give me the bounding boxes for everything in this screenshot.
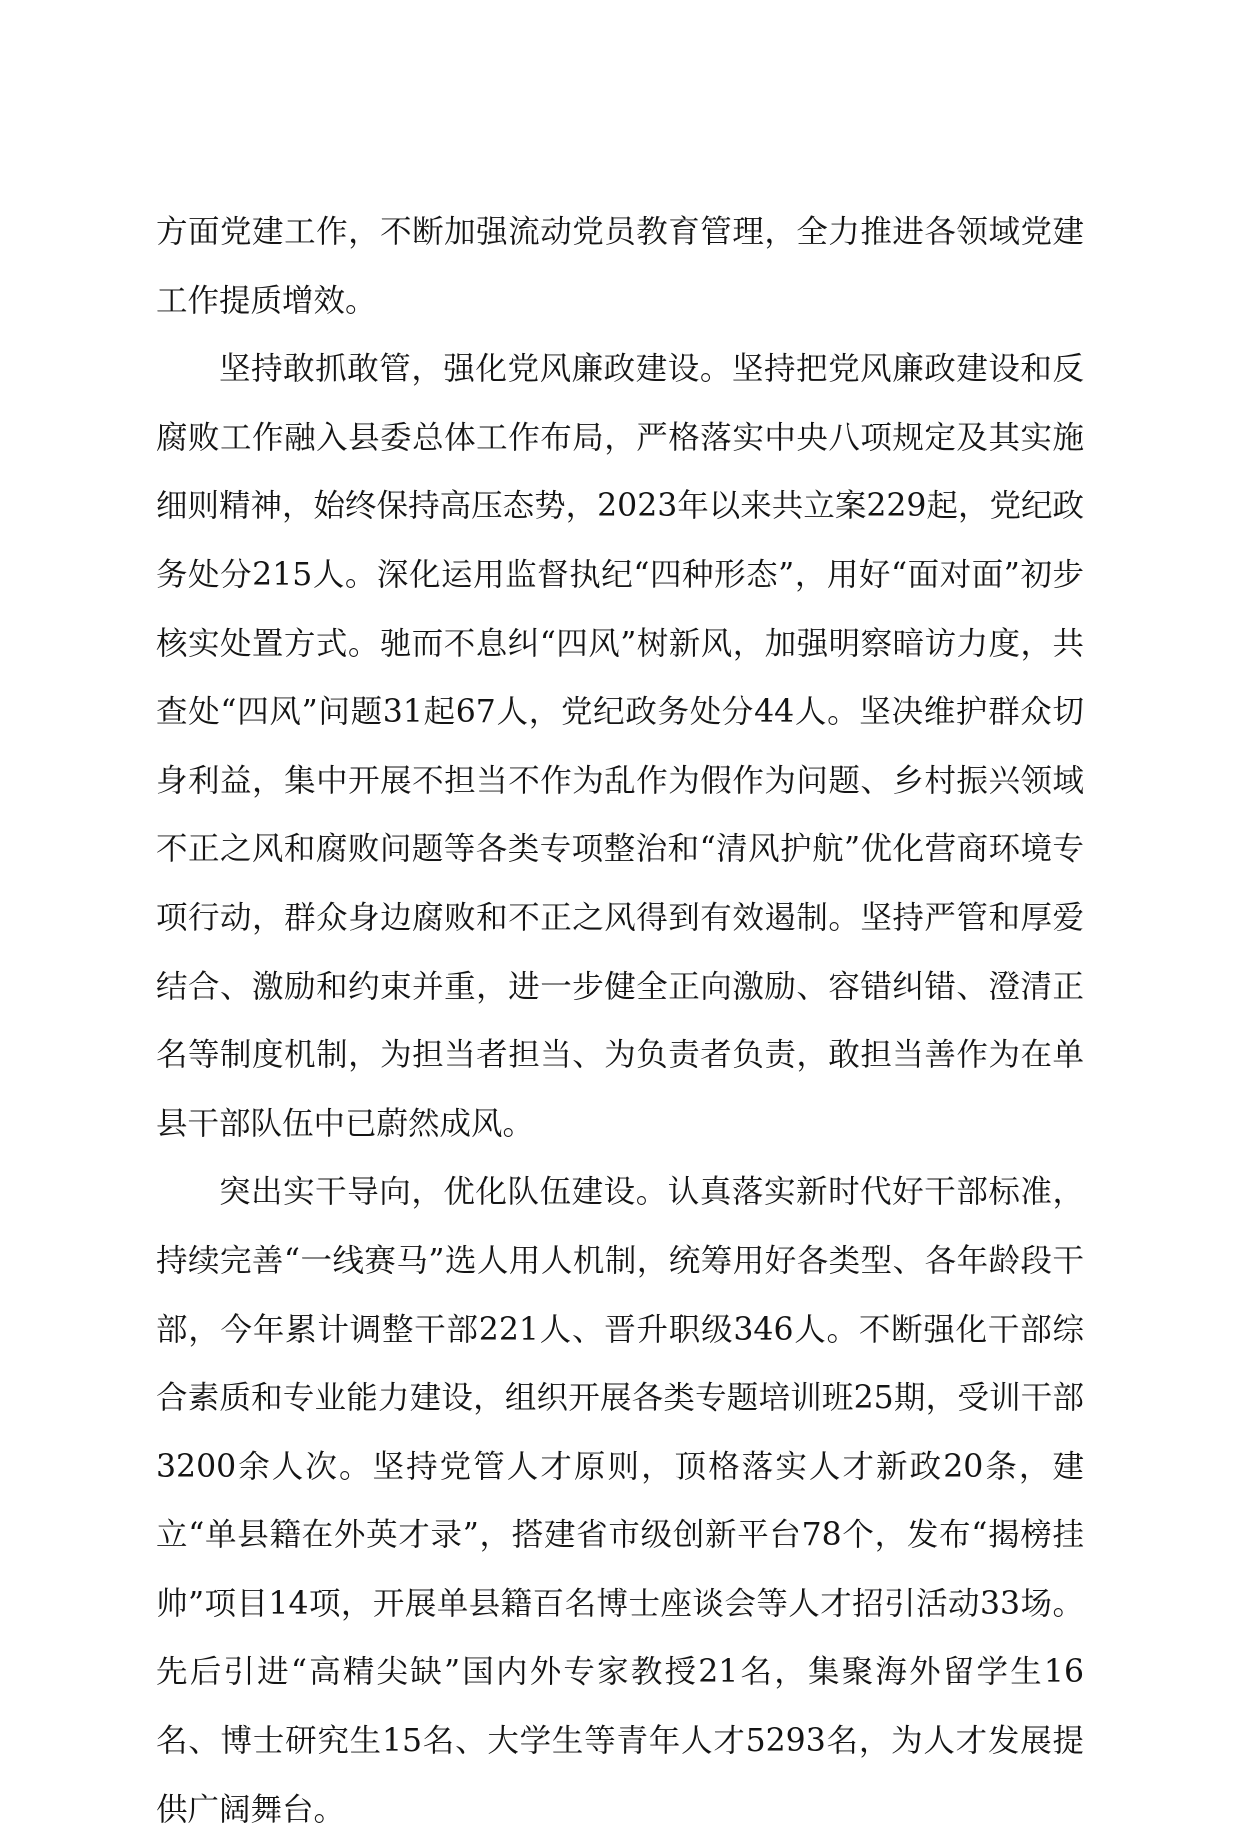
paragraph-party-conduct: 坚持敢抓敢管，强化党风廉政建设。坚持把党风廉政建设和反腐败工作融入县委总体工作布局，严格落实中央八项规定及其实施细则精神，始终保持高压态势，2023年以来共立案229起，党纪政务处分215人。深化运用监督执纪“四种形态”，用好“面对面”初步核实处置方式。驰而不息纠“四风”树新风，加强明察暗访力度，共查处“四风”问题31起67人，党纪政务处分44人。坚决维护群众切身利益，集中开展不担当不作为乱作为假作为问题、乡村振兴领域不正之风和腐败问题等各类专项整治和“清风护航”优化营商环境专项行动，群众身边腐败和不正之风得到有效遏制。坚持严管和厚爱结合、激励和约束并重，进一步健全正向激励、容错纠错、澄清正名等制度机制，为担当者担当、为负责者负责，敢担当善作为在单县干部队伍中已蔚然成风。	[156, 351, 1084, 1142]
document-body	[156, 198, 1084, 1844]
paragraph-cadre-team: 突出实干导向，优化队伍建设。认真落实新时代好干部标准，持续完善“一线赛马”选人用人机制，统筹用好各类型、各年龄段干部，今年累计调整干部221人、晋升职级346人。不断强化干部综合素质和专业能力建设，组织开展各类专题培训班25期，受训干部3200余人次。坚持党管人才原则，顶格落实人才新政20条，建立“单县籍在外英才录”，搭建省市级创新平台78个，发布“揭榜挂帅”项目14项，开展单县籍百名博士座谈会等人才招引活动33场。先后引进“高精尖缺”国内外专家教授21名，集聚海外留学生16名、博士研究生15名、大学生等青年人才5293名，为人才发展提供广阔舞台。	[156, 1174, 1084, 1828]
paragraph-continuation: 方面党建工作，不断加强流动党员教育管理，全力推进各领域党建工作提质增效。	[156, 214, 1084, 319]
